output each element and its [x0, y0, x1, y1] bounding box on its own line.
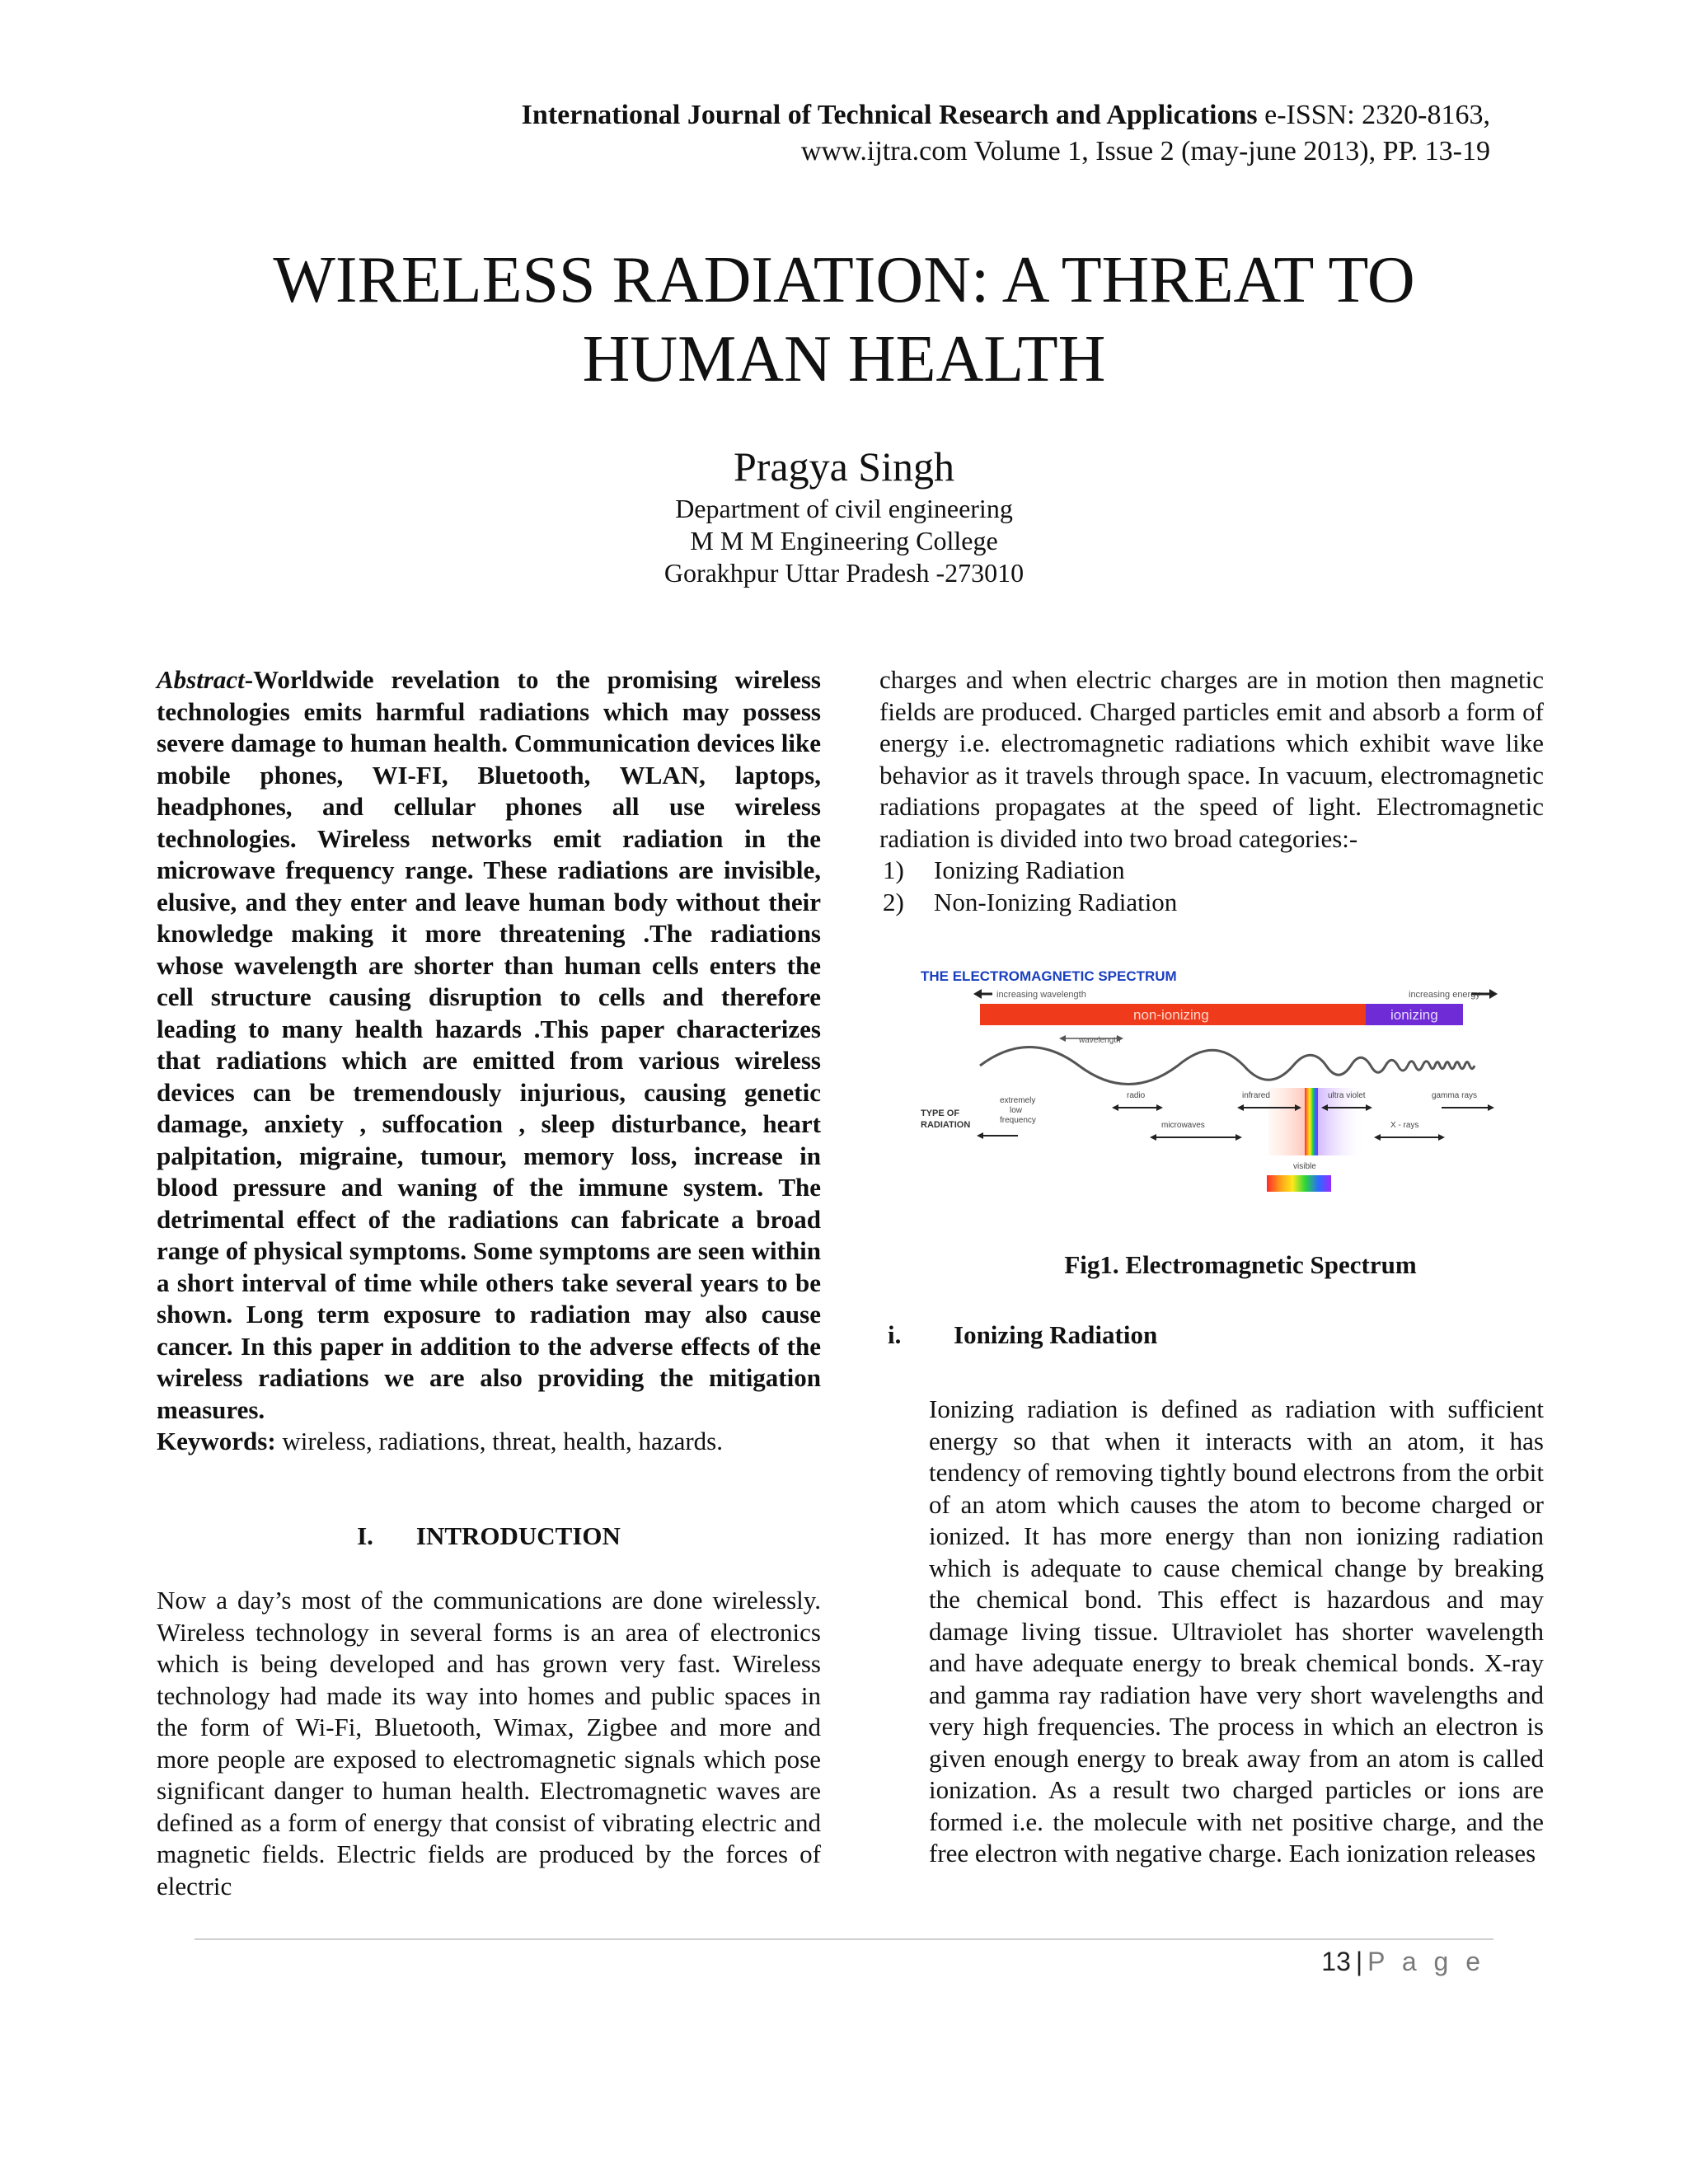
increasing-energy-label: increasing energy [1409, 990, 1480, 1000]
keywords-label: Keywords: [157, 1427, 276, 1455]
elf-label-line3: frequency [1000, 1116, 1036, 1125]
figure-caption: Fig1. Electromagnetic Spectrum [1064, 1250, 1417, 1279]
visible-label: visible [1293, 1162, 1316, 1171]
infrared-band [1268, 1088, 1305, 1155]
ultraviolet-label: ultra violet [1328, 1091, 1366, 1100]
paper-title-line1: WIRELESS RADIATION: A THREAT TO [273, 244, 1415, 316]
paper-title [0, 241, 1688, 399]
abstract-lead: Abstract [157, 665, 245, 694]
left-column [157, 664, 821, 1902]
increasing-wavelength-label: increasing wavelength [996, 990, 1086, 1000]
figure-title: THE ELECTROMAGNETIC SPECTRUM [921, 968, 1177, 984]
list-item [879, 855, 1544, 887]
section-heading-introduction [157, 1521, 821, 1553]
right-column-intro-text: charges and when electric charges are in motion then magnetic fields are produced. Charged particles emit and absorb a form of energy i.e. electromagnetic radiations which exhibit wave like behavior as it travels through space. In vacuum, electromagnetic radiations propagates at the speed of light. Electromagnetic radiation is divided into two broad categories:- [879, 665, 1544, 853]
list-item-text: Non-Ionizing Radiation [934, 887, 1178, 916]
author-affiliation [0, 493, 1688, 589]
elf-label-line1: extremely [1000, 1096, 1036, 1105]
right-column [879, 664, 1544, 1870]
list-item-number: 2) [883, 887, 904, 916]
introduction-text: Now a day’s most of the communications are done wirelessly. Wireless technology in several forms is an area of electronics which is being developed and has grown very fast. Wireless technology had made its way into homes and public spaces in the form of Wi-Fi, Bluetooth, Wimax, Zigbee and more and more people are exposed to electromagnetic signals which pose significant danger to human health. Electromagnetic waves are defined as a form of energy that consist of vibrating electric and magnetic fields. Electric fields are produced by the forces of electric [157, 1586, 821, 1900]
author-name: Pragya Singh [733, 443, 955, 490]
author-college: M M M Engineering College [690, 526, 998, 555]
subsection-title: Ionizing Radiation [954, 1319, 1158, 1349]
non-ionizing-label: non-ionizing [1133, 1007, 1209, 1023]
journal-header [171, 97, 1490, 170]
infrared-label: infrared [1242, 1091, 1270, 1100]
electromagnetic-spectrum-figure [914, 963, 1511, 1212]
microwaves-label: microwaves [1161, 1121, 1205, 1130]
journal-volume-line: www.ijtra.com Volume 1, Issue 2 (may-june 2013), PP. 13-19 [800, 136, 1490, 166]
subsection-numeral: i. [888, 1319, 902, 1349]
section-number: I. [357, 1521, 373, 1550]
visible-band [1305, 1088, 1318, 1155]
abstract-text: -Worldwide revelation to the promising wireless technologies emits harmful radiations which may possess severe damage to human health. Communication devices like mobile phones, WI-FI, Bluetooth, WLAN, laptops, headphones, and cellular phones all use wireless technologies. Wireless networks emit radiation in the microwave frequency range. These radiations are invisible, elusive, and they enter and leave human body without their knowledge making it more threatening .The radiations whose wavelength are shorter than human cells enters the cell structure causing disruption to cells and therefore leading to many health hazards .This paper characterizes that radiations which are emitted from various wireless devices can be tremendously injurious, causing genetic damage, anxiety , suffocation , sleep disturbance, heart palpitation, migraine, tumour, memory loss, increase in blood pressure and waning of the immune system. The detrimental effect of the radiations can fabricate a broad range of physical symptoms. Some symptoms are seen within a short interval of time while others take several years to be shown. Long term exposure to radiation may also cause cancer. In this paper in addition to the adverse effects of the wireless radiations we are also providing the mitigation measures. [157, 665, 821, 1424]
visible-spectrum-strip [1267, 1175, 1331, 1192]
elf-label-line2: low [1010, 1106, 1023, 1115]
page-number-footer [1321, 1947, 1485, 1977]
radio-label: radio [1127, 1091, 1146, 1100]
abstract [157, 664, 821, 1426]
x-rays-label: X - rays [1390, 1121, 1419, 1130]
radiation-category-list [879, 855, 1544, 918]
wavelength-label: wavelength [1079, 1036, 1121, 1045]
page-separator: | [1355, 1947, 1363, 1976]
paper-title-line2: HUMAN HEALTH [582, 323, 1106, 396]
journal-header-line1 [171, 97, 1490, 134]
list-item [879, 887, 1544, 919]
gamma-rays-label: gamma rays [1432, 1091, 1478, 1100]
page-label: P a g e [1367, 1947, 1485, 1976]
journal-issn: e-ISSN: 2320-8163, [1257, 100, 1490, 130]
list-item-number: 1) [883, 855, 904, 884]
list-item-text: Ionizing Radiation [934, 855, 1125, 884]
footer-rule [195, 1938, 1493, 1940]
type-of-radiation-label-line1: TYPE OF [921, 1108, 960, 1118]
page-number: 13 [1321, 1947, 1351, 1976]
ionizing-label: ionizing [1390, 1007, 1438, 1023]
keywords [157, 1426, 821, 1458]
subsection-heading-ionizing [888, 1319, 1544, 1352]
keywords-text: wireless, radiations, threat, health, hazards. [275, 1427, 723, 1455]
author-department: Department of civil engineering [675, 494, 1013, 523]
spectrum-diagram [914, 963, 1511, 1212]
author-address: Gorakhpur Uttar Pradesh -273010 [663, 558, 1025, 588]
section-title: INTRODUCTION [415, 1521, 621, 1550]
journal-name: International Journal of Technical Research and Applications [521, 100, 1258, 130]
ionizing-radiation-text: Ionizing radiation is defined as radiation with sufficient energy so that when it interacts with an atom, it has tendency of removing tightly bound electrons from the orbit of an atom which causes the atom to become charged or ionized. It has more energy than non ionizing radiation which is adequate to cause chemical change by breaking the chemical bond. This effect is hazardous and may damage living tissue. Ultraviolet has shorter wavelength and have adequate energy to break chemical bonds. X-ray and gamma ray radiation have very short wavelengths and very high frequencies. The process in which an electron is given enough energy to break away from an atom is called ionization. As a result two charged particles or ions are formed i.e. the molecule with net positive charge, and the free electron with negative charge. Each ionization releases [929, 1394, 1544, 1868]
type-of-radiation-label-line2: RADIATION [921, 1120, 971, 1130]
